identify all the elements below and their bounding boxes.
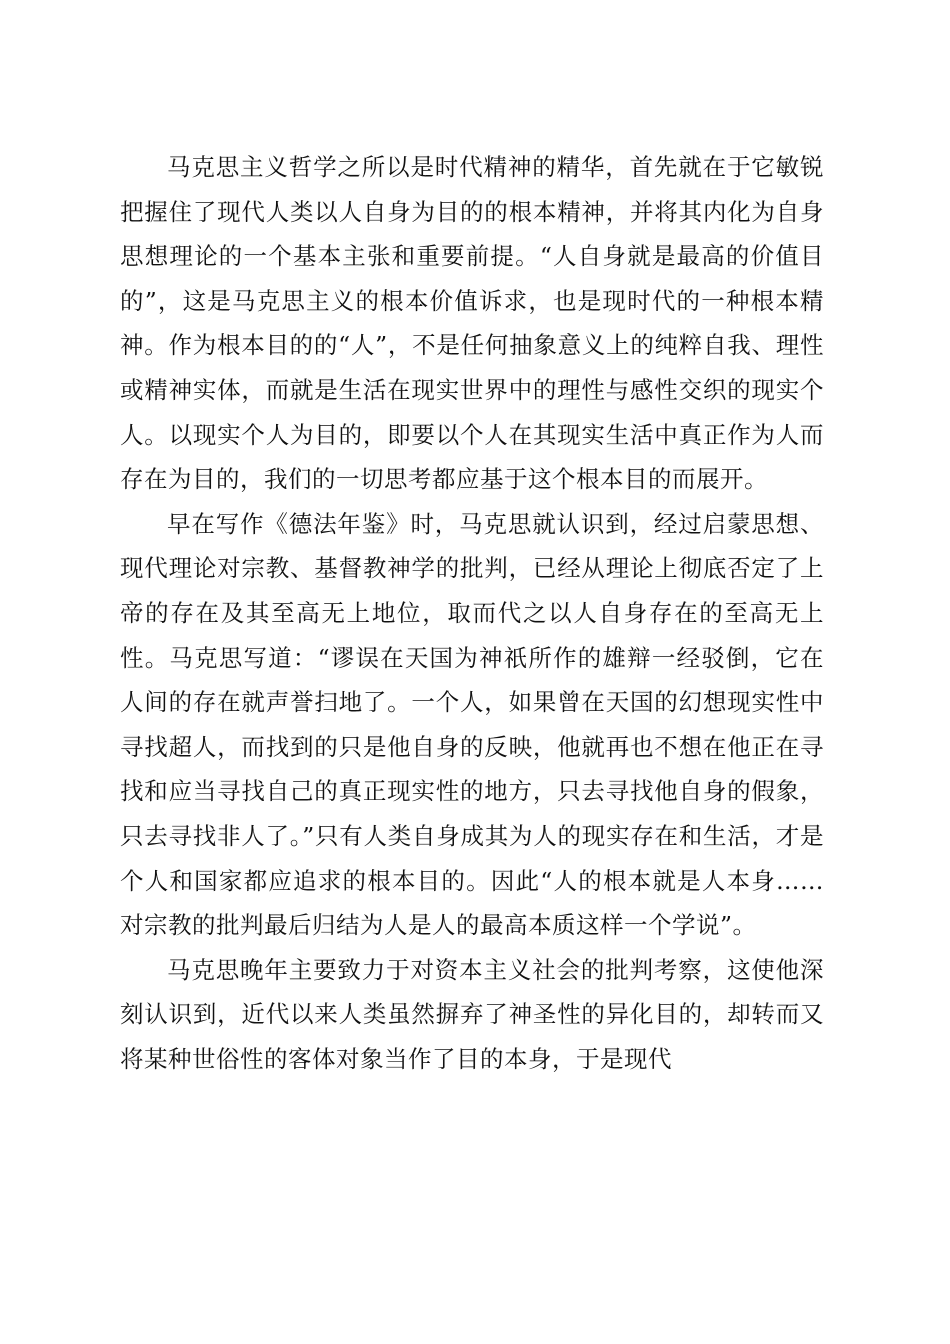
paragraph-3: 马克思晚年主要致力于对资本主义社会的批判考察，这使他深刻认识到，近代以来人类虽然摒弃了神圣性的异化目的，却转而又将某种世俗性的客体对象当作了目的本身，于是现代 bbox=[120, 955, 824, 1073]
document-page bbox=[120, 145, 824, 1081]
paragraph-1: 马克思主义哲学之所以是时代精神的精华，首先就在于它敏锐把握住了现代人类以人自身为目的的根本精神，并将其内化为自身思想理论的一个基本主张和重要前提。“人自身就是最高的价值目的”，这是马克思主义的根本价值诉求，也是现时代的一种根本精神。作为根本目的的“人”，不是任何抽象意义上的纯粹自我、理性或精神实体，而就是生活在现实世界中的理性与感性交织的现实个人。以现实个人为目的，即要以个人在其现实生活中真正作为人而存在为目的，我们的一切思考都应基于这个根本目的而展开。 bbox=[120, 153, 824, 494]
paragraph-2: 早在写作《德法年鉴》时，马克思就认识到，经过启蒙思想、现代理论对宗教、基督教神学的批判，已经从理论上彻底否定了上帝的存在及其至高无上地位，取而代之以人自身存在的至高无上性。马克思写道：“谬误在天国为神祇所作的雄辩一经驳倒，它在人间的存在就声誉扫地了。一个人，如果曾在天国的幻想现实性中寻找超人，而找到的只是他自身的反映，他就再也不想在他正在寻找和应当寻找自己的真正现实性的地方，只去寻找他自身的假象，只去寻找非人了。”只有人类自身成其为人的现实存在和生活，才是个人和国家都应追求的根本目的。因此“人的根本就是人本身……对宗教的批判最后归结为人是人的最高本质这样一个学说”。 bbox=[120, 509, 824, 940]
